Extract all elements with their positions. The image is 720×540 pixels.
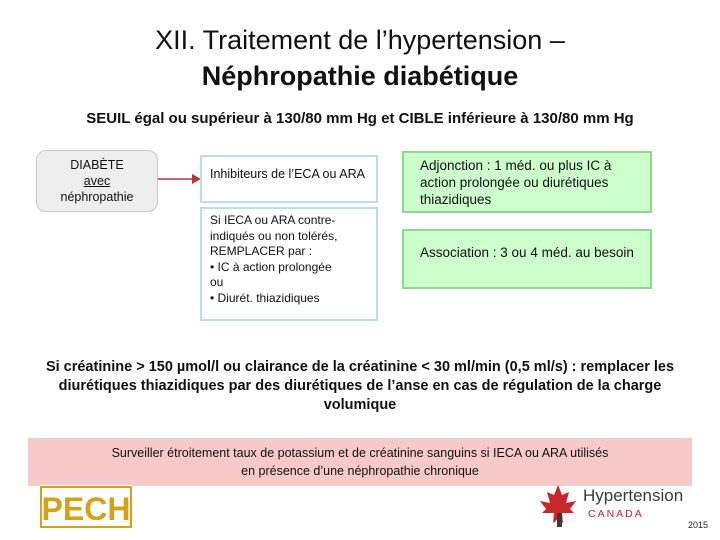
arrow-right-icon <box>158 172 202 186</box>
contra-line: indiqués ou non tolérés, <box>210 228 338 243</box>
adjunction-box: Adjonction : 1 méd. ou plus IC à action prolongée ou diurétiques thiazidiques <box>402 151 652 213</box>
monitoring-note <box>28 438 692 486</box>
maple-leaf-icon <box>536 483 580 529</box>
title-line-2: Néphropathie diabétique <box>201 61 519 91</box>
contraindication-box <box>200 207 378 321</box>
first-line-treatment-box: Inhibiteurs de l’ECA ou ARA <box>200 155 378 203</box>
canada-logo-text: CANADA <box>588 508 644 520</box>
with-label: avec <box>83 174 111 188</box>
creatinine-note: Si créatinine > 150 µmol/l ou clairance de la créatinine < 30 ml/min (0,5 ml/s) : remplacer les diurétiques thiazidiques par des diurétiques de l’anse en cas de régulation de la charge volumique <box>45 359 675 413</box>
contra-line: Si IECA ou ARA contre- <box>210 213 336 227</box>
monitoring-line-2: en présence d’une néphropathie chronique <box>241 464 479 478</box>
diabetes-nephropathy-box <box>36 150 158 212</box>
contra-line: ou <box>210 275 224 289</box>
title-line-1: XII. Traitement de l’hypertension – <box>155 25 565 55</box>
pech-logo-text: PECH <box>41 491 131 527</box>
contra-line: • IC à action prolongée <box>210 259 332 274</box>
association-box: Association : 3 ou 4 méd. au besoin <box>402 229 652 289</box>
threshold-subtitle: SEUIL égal ou supérieur à 130/80 mm Hg et CIBLE inférieure à 130/80 mm Hg <box>86 110 634 127</box>
pech-logo <box>40 485 132 529</box>
hypertension-logo-text: Hypertension <box>583 486 684 505</box>
contra-line: REMPLACER par : <box>210 244 313 258</box>
contra-line: • Diurét. thiazidiques <box>210 290 320 305</box>
monitoring-line-1: Surveiller étroitement taux de potassium et de créatinine sanguins si IECA ou ARA utilisés <box>111 446 609 460</box>
page-title <box>60 22 660 94</box>
year-label: 2015 <box>688 520 709 530</box>
diabetes-label: DIABÈTE <box>70 158 124 172</box>
nephropathy-label: néphropathie <box>60 190 134 204</box>
